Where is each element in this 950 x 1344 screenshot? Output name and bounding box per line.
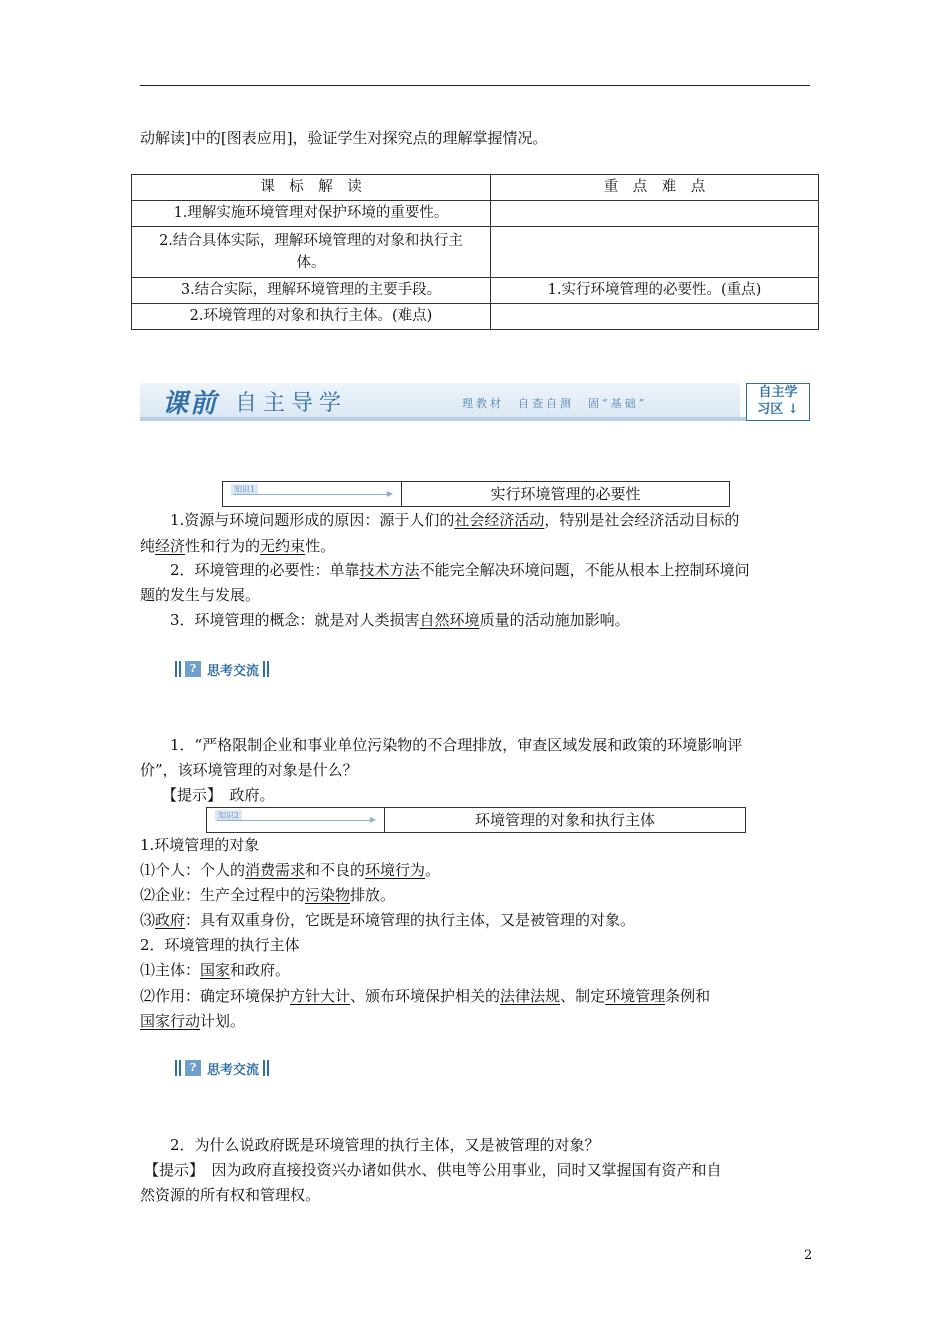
key-term: 环境管理 xyxy=(605,987,666,1005)
banner-title: 自主导学 xyxy=(235,391,348,416)
banner-slogan: 理教材 自查自测 固“基础” xyxy=(462,397,648,410)
key-term: 环境行为 xyxy=(365,861,426,879)
subheading: 2．环境管理的执行主体 xyxy=(140,936,300,954)
banner-background xyxy=(140,383,740,421)
key-term: 自然环境 xyxy=(419,611,480,629)
arrow-head-icon: ▶ xyxy=(386,489,393,498)
table-cell: 2.结合具体实际，理解环境管理的对象和执行主体。 xyxy=(132,227,491,278)
paragraph: 3．环境管理的概念：就是对人类损害自然环境质量的活动施加影响。 xyxy=(170,611,630,629)
list-item: 国家行动计划。 xyxy=(140,1012,246,1030)
section-banner xyxy=(140,383,810,421)
table-row xyxy=(132,278,819,304)
table-row xyxy=(132,201,819,227)
box-line-2: 习区 ↓ xyxy=(757,402,799,417)
knowledge-tag xyxy=(207,808,385,832)
question-icon: ? xyxy=(185,661,201,677)
knowledge-point-1-header xyxy=(222,481,730,507)
intro-line: 动解读]中的[图表应用]，验证学生对探究点的理解掌握情况。 xyxy=(140,129,548,147)
paragraph: 纯经济性和行为的无约束性。 xyxy=(140,537,336,555)
key-term: 经济 xyxy=(155,537,186,555)
list-item: ⑵企业：生产全过程中的污染物排放。 xyxy=(140,886,396,904)
hint-1: 【提示】 政府。 xyxy=(162,786,275,804)
question-2-line-1: 2．为什么说政府既是环境管理的执行主体，又是被管理的对象？ xyxy=(170,1136,600,1154)
objectives-table xyxy=(131,174,819,330)
knowledge-point-2-header xyxy=(206,807,746,833)
table-cell: 1.实行环境管理的必要性。(重点) xyxy=(491,278,819,304)
self-study-box xyxy=(746,383,810,421)
list-item: ⑵作用：确定环境保护方针大计、颁布环境保护相关的法律法规、制定环境管理条例和 xyxy=(140,987,711,1005)
knowledge-tag xyxy=(223,482,402,506)
page-number: 2 xyxy=(804,1248,813,1263)
knowledge-tag-label: 知识1 xyxy=(231,484,258,495)
knowledge-point-title: 环境管理的对象和执行主体 xyxy=(474,811,655,829)
knowledge-point-title: 实行环境管理的必要性 xyxy=(490,485,641,503)
table-cell: 2.环境管理的对象和执行主体。(难点) xyxy=(132,304,491,330)
key-term: 污染物 xyxy=(305,886,351,904)
arrow-line xyxy=(233,494,387,495)
table-cell xyxy=(491,304,819,330)
subheading: 1.环境管理的对象 xyxy=(140,836,260,854)
table-cell: 1.理解实施环境管理对保护环境的重要性。 xyxy=(132,201,491,227)
key-term: 无约束 xyxy=(260,537,306,555)
banner-title-prefix: 课前 xyxy=(162,389,219,419)
question-2-line-3: 然资源的所有权和管理权。 xyxy=(140,1186,321,1204)
header-rule xyxy=(140,85,810,86)
paragraph: 题的发生与发展。 xyxy=(140,586,261,604)
list-item: ⑶政府：具有双重身份，它既是环境管理的执行主体，又是被管理的对象。 xyxy=(140,911,636,929)
key-term: 法律法规 xyxy=(500,987,561,1005)
question-1-line-2: 价”，该环境管理的对象是什么？ xyxy=(140,761,358,779)
table-cell xyxy=(491,227,819,278)
table-row xyxy=(132,227,819,278)
paragraph: 2．环境管理的必要性：单靠技术方法不能完全解决环境问题，不能从根本上控制环境问 xyxy=(170,561,750,579)
hint-2: 【提示】 因为政府直接投资兴办诸如供水、供电等公用事业，同时又掌握国有资产和自 xyxy=(144,1161,722,1179)
list-item: ⑴主体：国家和政府。 xyxy=(140,961,291,979)
key-term: 国家行动 xyxy=(140,1012,201,1030)
table-header-row xyxy=(132,175,819,201)
list-item: ⑴个人：个人的消费需求和不良的环境行为。 xyxy=(140,861,441,879)
arrow-line xyxy=(217,820,370,821)
header-key-points: 重 点 难 点 xyxy=(491,175,819,201)
key-term: 方针大计 xyxy=(290,987,351,1005)
question-icon: ? xyxy=(185,1060,201,1076)
banner-stripe xyxy=(140,417,810,421)
arrow-head-icon: ▶ xyxy=(369,815,376,824)
key-term: 国家 xyxy=(200,961,231,979)
key-term: 社会经济活动 xyxy=(454,511,545,529)
hint-label: 【提示】 xyxy=(162,786,215,804)
paragraph: 1.资源与环境问题形成的原因：源于人们的社会经济活动，特别是社会经济活动目标的 xyxy=(170,511,740,529)
table-cell: 3.结合实际，理解环境管理的主要手段。 xyxy=(132,278,491,304)
key-term: 技术方法 xyxy=(359,561,420,579)
box-line-1: 自主学 xyxy=(758,385,798,400)
think-exchange-label: ? 思考交流 xyxy=(175,1058,271,1078)
think-exchange-label: ? 思考交流 xyxy=(175,659,271,679)
knowledge-tag-label: 知识2 xyxy=(215,810,242,821)
header-curriculum: 课 标 解 读 xyxy=(132,175,491,201)
hint-label: 【提示】 xyxy=(144,1161,197,1179)
question-1-line-1: 1．“严格限制企业和事业单位污染物的不合理排放，审查区域发展和政策的环境影响评 xyxy=(170,736,743,754)
key-term: 政府 xyxy=(155,911,186,929)
table-row xyxy=(132,304,819,330)
key-term: 消费需求 xyxy=(245,861,306,879)
table-cell xyxy=(491,201,819,227)
